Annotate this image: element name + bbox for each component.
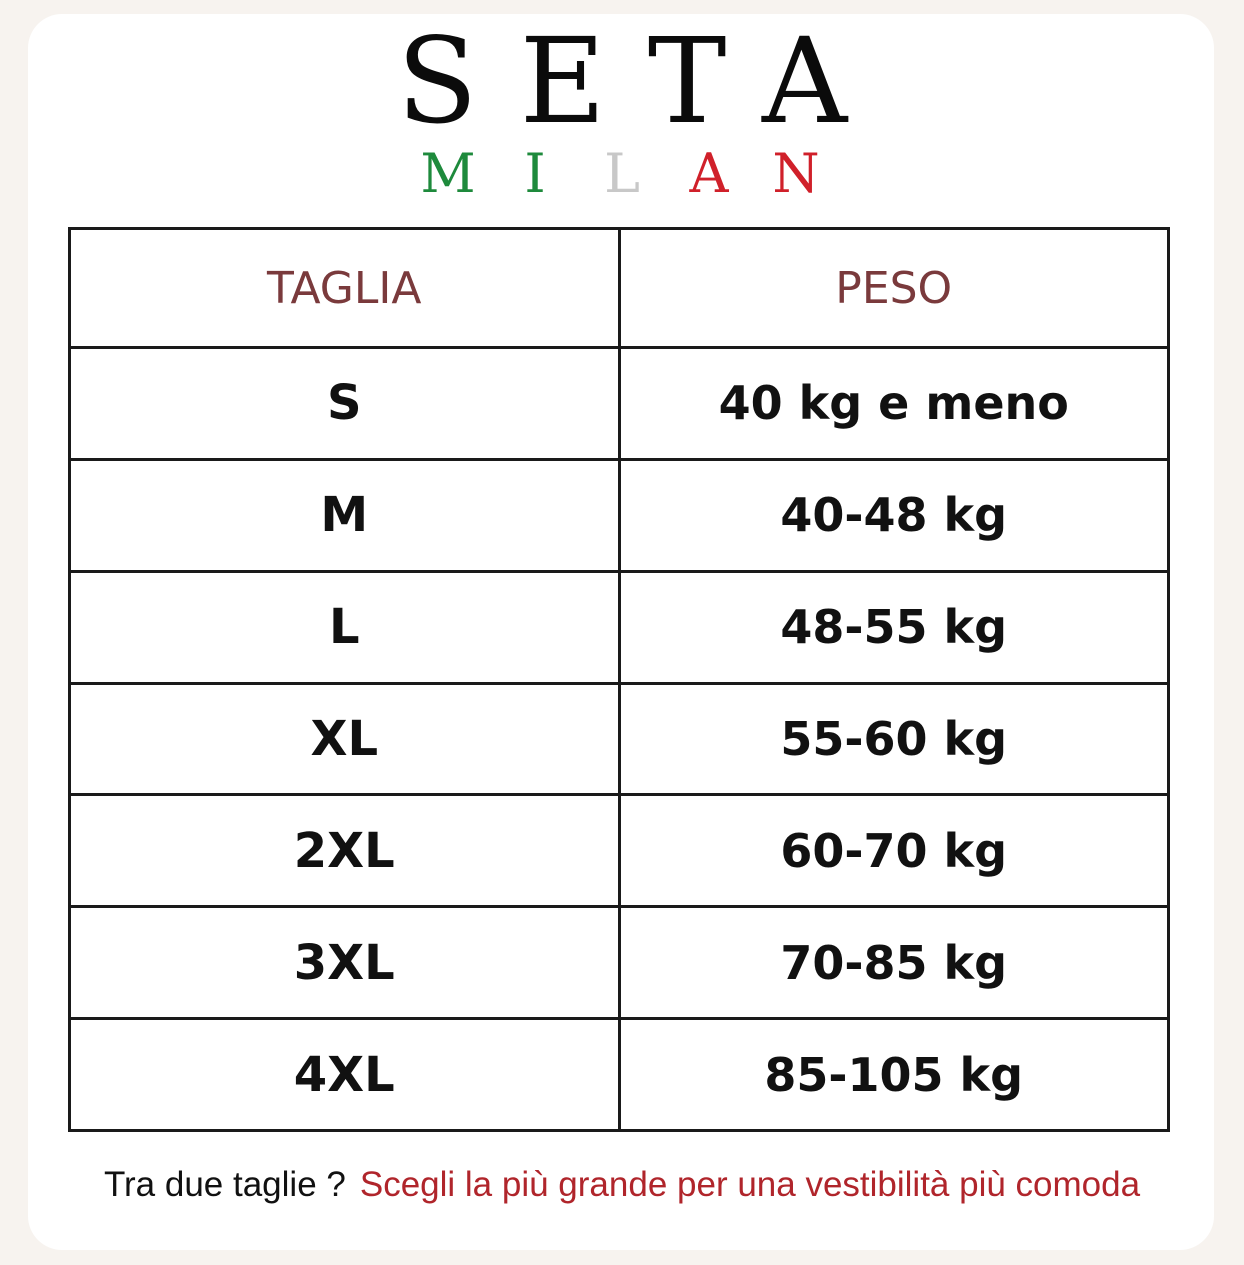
size-cell: 3XL <box>70 907 620 1019</box>
fit-tip: Scegli la più grande per una vestibilità più comoda <box>359 1165 1141 1204</box>
weight-cell: 40-48 kg <box>619 459 1169 571</box>
brand-subtitle-letter: M <box>420 142 476 205</box>
table-row <box>70 795 1169 907</box>
table-row <box>70 683 1169 795</box>
table-row <box>70 1019 1169 1131</box>
weight-cell: 55-60 kg <box>619 683 1169 795</box>
brand-subtitle-letter: I <box>524 142 546 205</box>
size-cell: S <box>70 348 620 460</box>
table-row <box>70 459 1169 571</box>
fit-advice <box>0 1163 1244 1207</box>
weight-cell: 48-55 kg <box>619 571 1169 683</box>
table-row <box>70 571 1169 683</box>
table-row <box>70 348 1169 460</box>
brand-logo <box>0 12 1244 205</box>
size-cell: XL <box>70 683 620 795</box>
brand-subtitle <box>0 144 1244 204</box>
weight-cell: 85-105 kg <box>619 1019 1169 1131</box>
brand-subtitle-letter: N <box>772 142 820 205</box>
size-cell: 2XL <box>70 795 620 907</box>
size-cell: M <box>70 459 620 571</box>
header-taglia: TAGLIA <box>70 229 620 348</box>
table-row <box>70 907 1169 1019</box>
size-cell: 4XL <box>70 1019 620 1131</box>
table-header-row <box>70 229 1169 348</box>
weight-cell: 40 kg e meno <box>619 348 1169 460</box>
brand-subtitle-letter: A <box>689 142 729 205</box>
size-cell: L <box>70 571 620 683</box>
weight-cell: 70-85 kg <box>619 907 1169 1019</box>
weight-cell: 60-70 kg <box>619 795 1169 907</box>
size-table <box>68 227 1170 1132</box>
brand-title: SETA <box>396 12 890 150</box>
brand-subtitle-letter: L <box>604 142 640 205</box>
fit-question: Tra due taglie ? <box>103 1165 346 1204</box>
header-peso: PESO <box>619 229 1169 348</box>
